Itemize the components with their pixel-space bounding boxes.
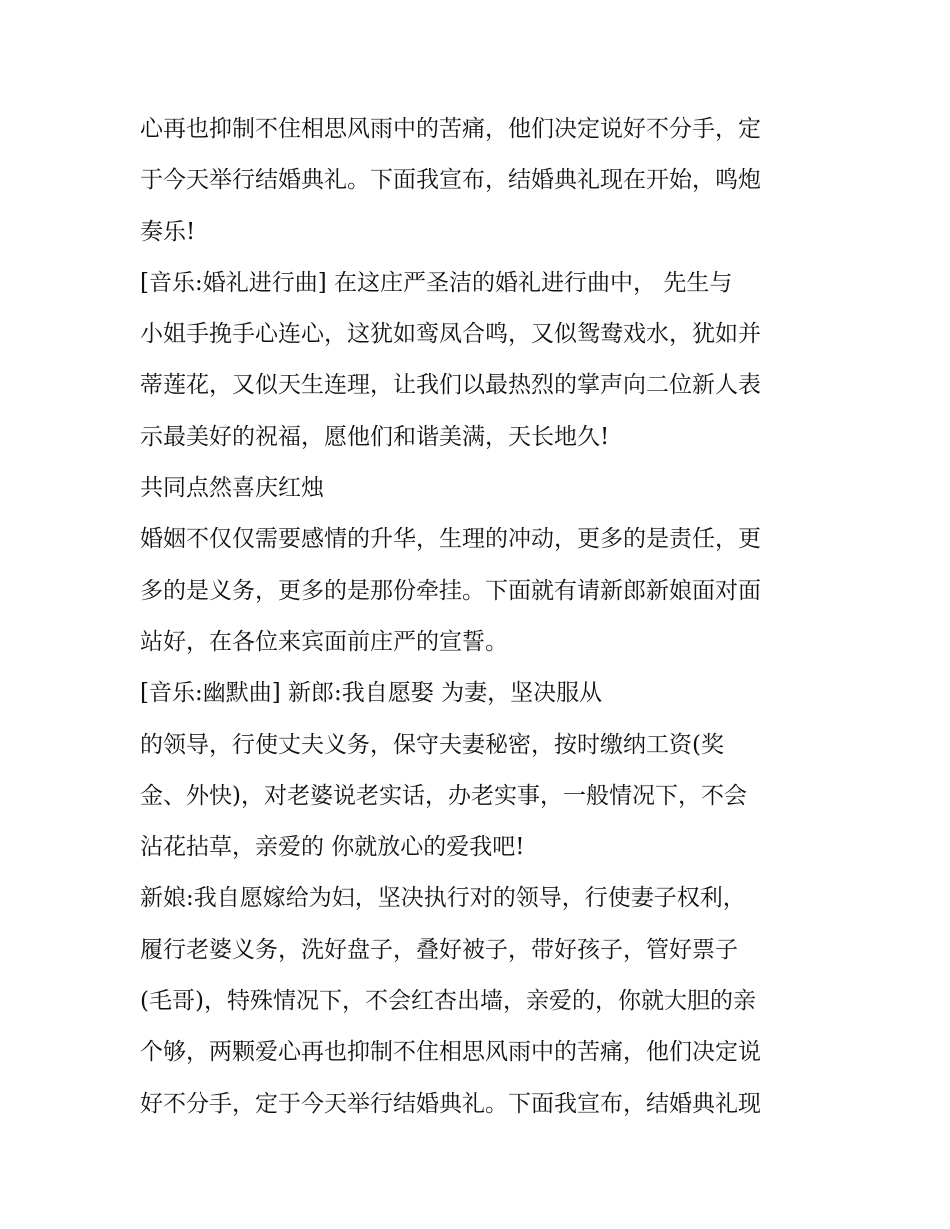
text-line: 多的是义务，更多的是那份牵挂。下面就有请新郎新娘面对面 [140, 577, 761, 604]
text-line: 婚姻不仅仅需要感情的升华，生理的冲动，更多的是责任，更 [140, 526, 761, 553]
text-line: [音乐:幽默曲] 新郎:我自愿娶 为妻，坚决服从 [140, 680, 603, 707]
text-line: 小姐手挽手心连心，这犹如鸾凤合鸣，又似鸳鸯戏水，犹如并 [140, 321, 761, 348]
text-line: 站好，在各位来宾面前庄严的宣誓。 [140, 628, 508, 655]
text-line: 心再也抑制不住相思风雨中的苦痛，他们决定说好不分手，定 [140, 116, 761, 142]
text-line: (毛哥)，特殊情况下，不会红杏出墙，亲爱的，你就大胆的亲 [140, 988, 756, 1015]
text-line: 于今天举行结婚典礼。下面我宣布，结婚典礼现在开始，鸣炮 [140, 167, 761, 194]
text-line: 共同点然喜庆红烛 [140, 475, 324, 502]
text-line: [音乐:婚礼进行曲] 在这庄严圣洁的婚礼进行曲中， 先生与 [140, 269, 733, 296]
document-body [140, 104, 820, 1130]
text-line: 金、外快)，对老婆说老实话，办老实事，一般情况下，不会 [140, 782, 747, 809]
text-line: 个够，两颗爱心再也抑制不住相思风雨中的苦痛，他们决定说 [140, 1039, 761, 1066]
text-line: 示最美好的祝福，愿他们和谐美满，天长地久! [140, 423, 610, 450]
text-line: 沾花拈草，亲爱的 你就放心的爱我吧! [140, 834, 525, 861]
text-line: 的领导，行使丈夫义务，保守夫妻秘密，按时缴纳工资(奖 [140, 731, 724, 758]
text-line: 新娘:我自愿嫁给为妇，坚决执行对的领导，行使妻子权利， [140, 885, 746, 912]
text-line: 奏乐! [140, 218, 196, 245]
text-line: 蒂莲花，又似天生连理，让我们以最热烈的掌声向二位新人表 [140, 372, 761, 399]
text-line: 好不分手，定于今天举行结婚典礼。下面我宣布，结婚典礼现 [140, 1090, 761, 1117]
text-line: 履行老婆义务，洗好盘子，叠好被子，带好孩子，管好票子 [140, 936, 738, 963]
